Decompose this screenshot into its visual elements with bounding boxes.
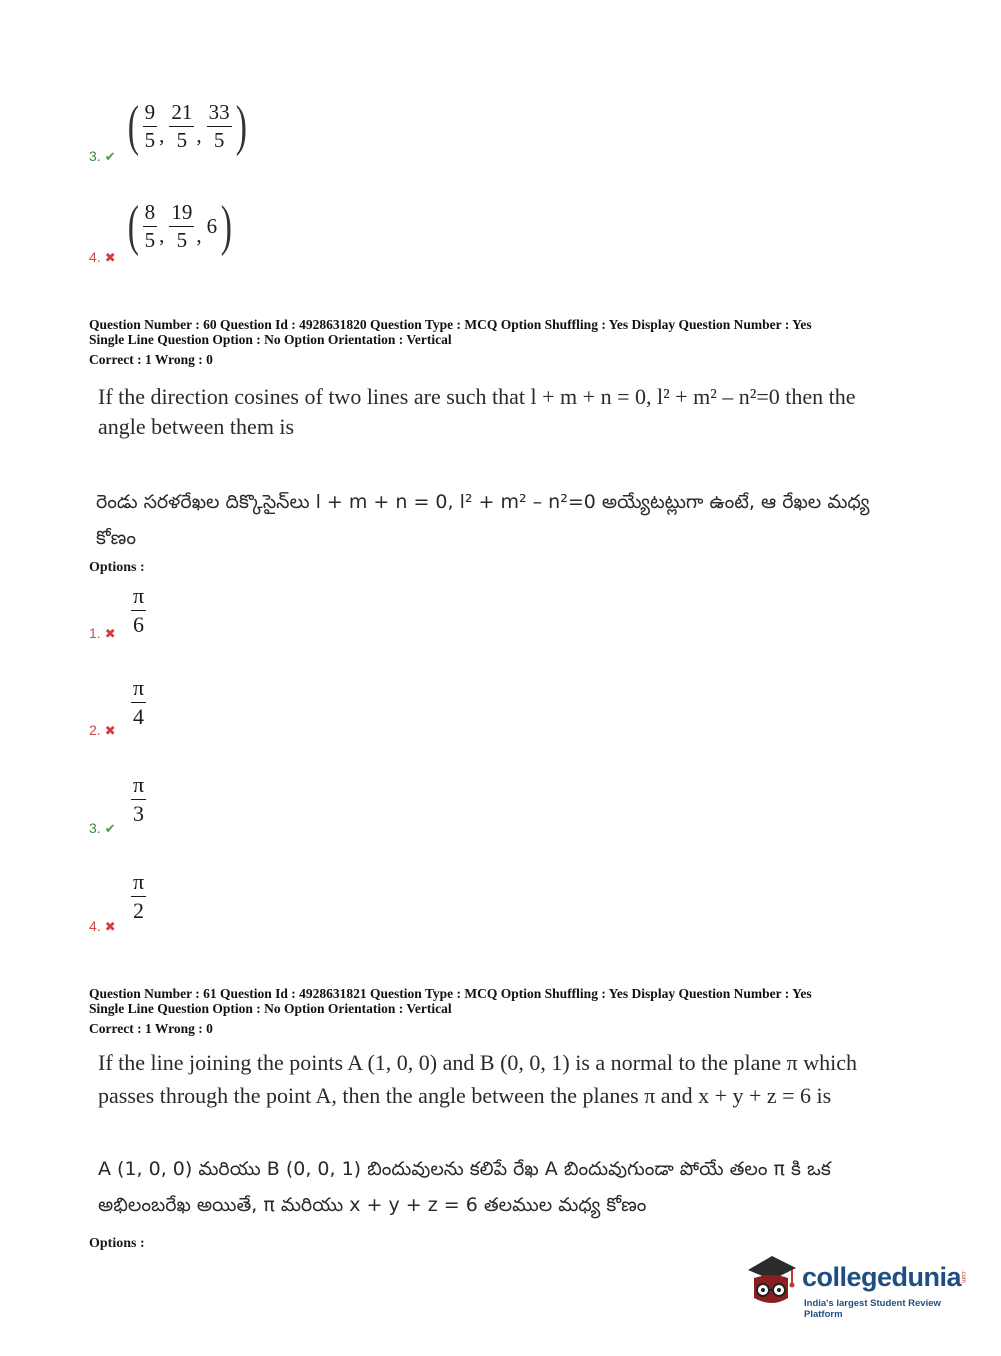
prev-option-3-number: 3. ✔ [89, 148, 116, 165]
q61-meta: Question Number : 61 Question Id : 4928631821 Question Type : MCQ Option Shuffling : Yes Display Question Number : Yes Single Line Question Option : No Option Orientation : Vertical Correct : 1 Wrong : 0 [89, 986, 812, 1036]
cross-icon: ✖ [104, 920, 116, 935]
q60-option-4-number: 4. ✖ [89, 918, 116, 935]
q60-option-3-value: $\frac{\pi}{3}$ [133, 772, 145, 826]
q60-option-2-value: $\frac{\pi}{4}$ [133, 675, 145, 729]
check-icon: ✔ [104, 822, 116, 837]
mascot-icon [742, 1248, 800, 1312]
brand-name: collegedunia [802, 1262, 962, 1292]
collegedunia-logo [742, 1248, 972, 1318]
brand-tagline: India's largest Student Review Platform [804, 1298, 941, 1320]
q60-question-telugu: రెండు సరళరేఖల దిక్కొసైన్‌లు l + m + n = 0, l² + m² – n²=0 అయ్యేటట్లుగా ఉంటే, ఆ రేఖల మధ్య కోణం [96, 491, 870, 549]
q60-option-1-value: $\frac{\pi}{6}$ [133, 583, 145, 637]
prev-option-4-value: ( $\frac{8}{5}$ , $\frac{19}{5}$ , 6 ) [127, 195, 233, 257]
cross-icon: ✖ [104, 251, 116, 266]
cross-icon: ✖ [104, 724, 116, 739]
check-icon: ✔ [104, 150, 116, 165]
q60-meta: Question Number : 60 Question Id : 4928631820 Question Type : MCQ Option Shuffling : Yes Display Question Number : Yes Single Line Question Option : No Option Orientation : Vertical Correct : 1 Wrong : 0 [89, 317, 812, 367]
brand-suffix: .com [960, 1270, 966, 1284]
q61-question-text: If the line joining the points A (1, 0, 0) and B (0, 0, 1) is a normal to the plane π which passes through the point A, then the angle between the planes π and x + y + z = 6 is [98, 1050, 857, 1108]
q60-option-4-value: $\frac{\pi}{2}$ [133, 869, 145, 923]
q60-option-1-number: 1. ✖ [89, 625, 116, 642]
q60-option-2-number: 2. ✖ [89, 722, 116, 739]
q61-question-telugu: A (1, 0, 0) మరియు B (0, 0, 1) బిందువులను కలిపే రేఖ A బిందువుగుండా పోయే తలం π కి ఒక అభిలంబరేఖ అయితే, π మరియు x + y + z = 6 తలముల మధ్య కోణం [98, 1158, 831, 1216]
q60-options-label: Options : [89, 560, 145, 575]
q61-options-label: Options : [89, 1236, 145, 1251]
prev-option-3-value: ( $\frac{9}{5}$ , $\frac{21}{5}$ , $\frac{33}{5}$ ) [127, 95, 247, 157]
prev-option-4-number: 4. ✖ [89, 249, 116, 266]
cross-icon: ✖ [104, 627, 116, 642]
q60-option-3-number: 3. ✔ [89, 820, 116, 837]
q60-question-text: If the direction cosines of two lines are such that l + m + n = 0, l² + m² – n²=0 then the angle between them is [98, 384, 856, 439]
